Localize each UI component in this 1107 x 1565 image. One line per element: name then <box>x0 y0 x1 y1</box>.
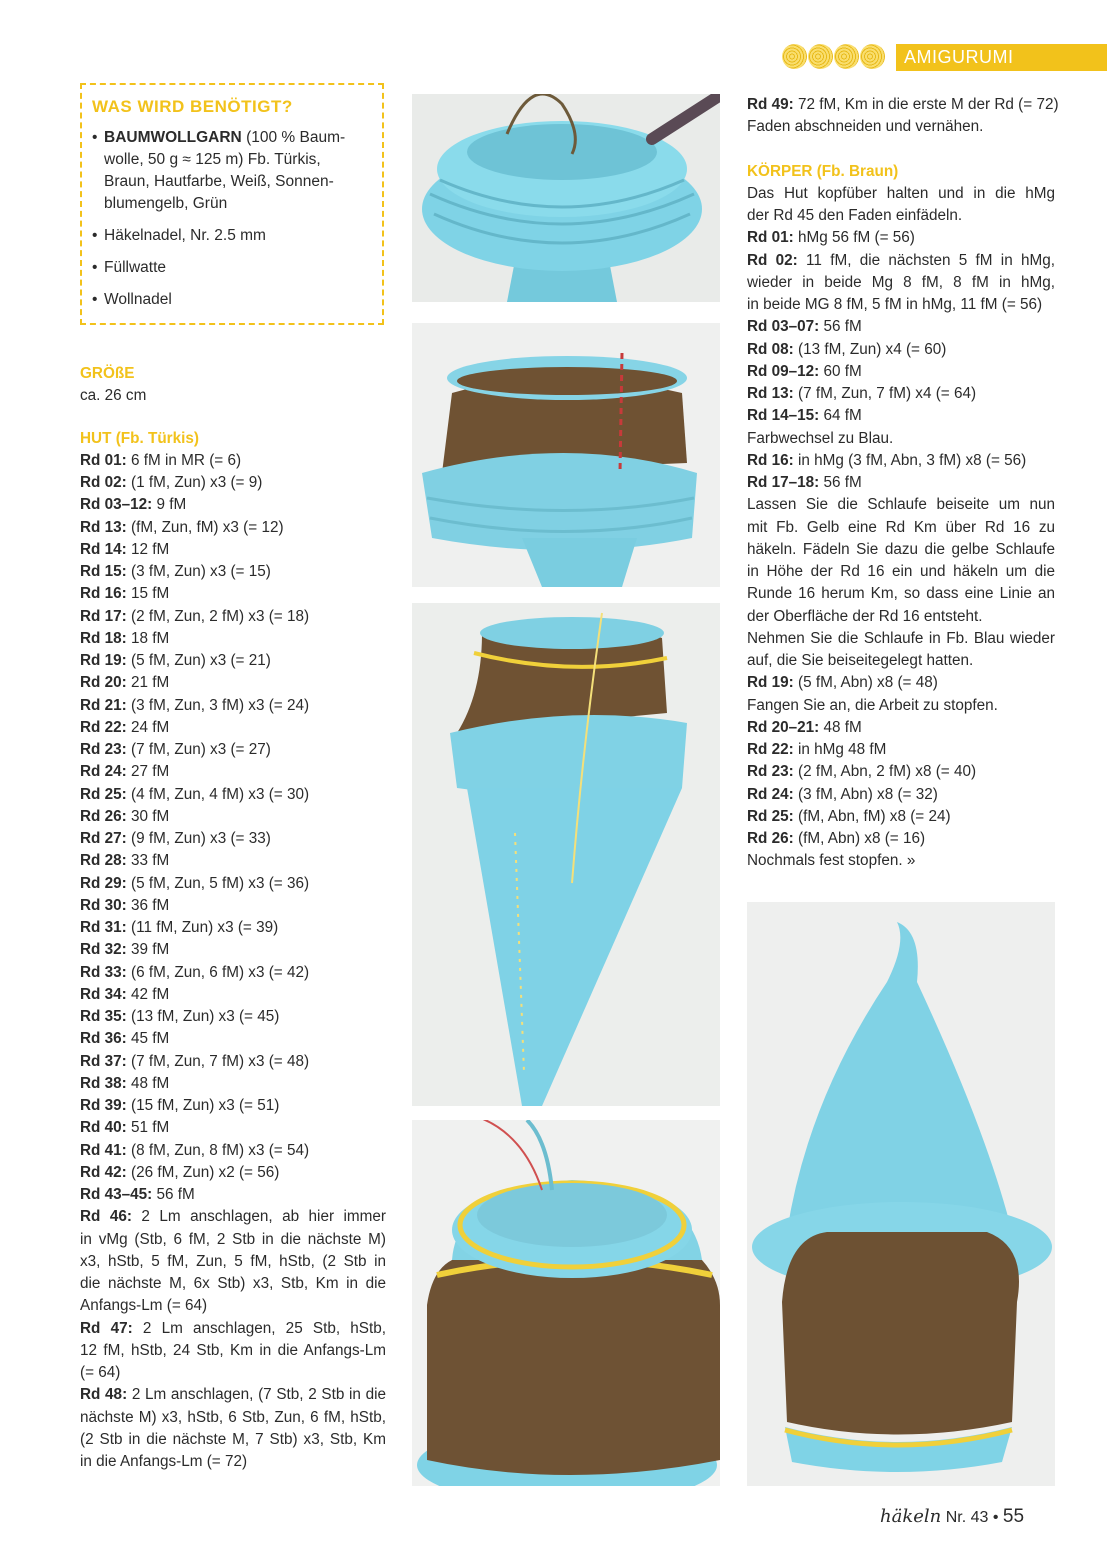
yarn-ball-icons <box>782 44 888 70</box>
round-row <box>80 850 386 872</box>
round-label: Rd 21: <box>80 696 127 714</box>
round-row <box>747 361 1055 383</box>
round-instruction: 15 fM <box>126 585 170 603</box>
body-title: KÖRPER (Fb. Braun) <box>747 162 899 180</box>
photo-hat-with-body <box>412 603 720 1106</box>
round-instruction: 18 fM <box>126 629 170 647</box>
round-row <box>80 1073 386 1095</box>
round-row <box>80 1095 386 1117</box>
body-rows <box>747 672 1055 694</box>
rd46-line: in vMg (Stb, 6 fM, 2 Stb in die nächste M) <box>80 1230 386 1248</box>
yarn-ball-icon <box>860 44 885 69</box>
body-rows <box>747 227 1055 249</box>
hat-rows <box>80 450 386 1207</box>
loop-text: mit Fb. Gelb eine Rd Km über Rd 16 zu <box>747 518 1055 536</box>
round-row <box>747 450 1055 472</box>
body-intro: Das Hut kopfüber halten und in die hMg <box>747 184 1055 202</box>
round-label: Rd 02: <box>80 474 127 491</box>
round-label: Rd 26: <box>747 830 794 847</box>
loop-text: Lassen Sie die Schlaufe beiseite um nun <box>747 496 1055 514</box>
round-row <box>80 650 386 672</box>
round-row <box>80 828 386 850</box>
rd46-line: Anfangs-Lm (= 64) <box>80 1297 208 1315</box>
body-rows <box>747 450 1055 495</box>
round-label: Rd 24: <box>747 785 794 803</box>
body-intro: der Rd 45 den Faden einfädeln. <box>747 207 963 224</box>
round-row <box>80 873 386 895</box>
left-column <box>80 363 386 1473</box>
round-label: Rd 41: <box>80 1141 127 1159</box>
rd47-line: (= 64) <box>80 1364 121 1381</box>
round-row <box>747 472 1055 494</box>
rd47-line: 12 fM, hStb, 24 Stb, Km in die Anfangs-Lm <box>80 1341 386 1359</box>
round-instruction: 30 fM <box>126 807 170 825</box>
photo-hat-brim <box>412 94 720 302</box>
round-label: Rd 39: <box>80 1097 127 1114</box>
materials-title: WAS WIRD BENÖTIGT? <box>92 97 293 116</box>
round-row <box>80 761 386 783</box>
photo-body-start-image <box>412 323 720 587</box>
round-instruction: 36 fM <box>126 896 170 914</box>
round-instruction: (5 fM, Zun) x3 (= 21) <box>126 652 271 669</box>
page-footer <box>880 1506 1060 1536</box>
yarn-ball-icon <box>834 44 859 69</box>
loop-text: auf, die Sie beiseitegelegt hatten. <box>747 652 974 669</box>
round-row <box>80 806 386 828</box>
round-instruction: in hMg 48 fM <box>793 741 887 758</box>
yarn-ball-icon <box>782 44 807 69</box>
round-row <box>747 806 1055 828</box>
round-row <box>80 1117 386 1139</box>
round-row <box>80 939 386 961</box>
issue-number: Nr. 43 <box>945 1509 989 1526</box>
rd02-line: Rd 02: 11 fM, die nächsten 5 fM in hMg, <box>747 251 1055 269</box>
round-label: Rd 29: <box>80 874 127 892</box>
round-label: Rd 08: <box>747 340 794 358</box>
round-instruction: (5 fM, Abn) x8 (= 48) <box>793 674 938 692</box>
photo-finished-gnome-image <box>747 902 1055 1486</box>
round-label: Rd 19: <box>80 652 127 669</box>
round-row <box>747 383 1055 405</box>
round-row <box>80 628 386 650</box>
footer-bullet-icon: • <box>992 1509 999 1526</box>
photo-body-start <box>412 323 720 587</box>
round-row <box>80 717 386 739</box>
round-label: Rd 40: <box>80 1119 127 1137</box>
round-row <box>747 739 1055 761</box>
round-instruction: (5 fM, Zun, 5 fM) x3 (= 36) <box>126 874 310 892</box>
round-instruction: 24 fM <box>126 718 170 736</box>
round-row <box>80 895 386 917</box>
round-instruction: in hMg (3 fM, Abn, 3 fM) x8 (= 56) <box>793 451 1027 469</box>
round-label: Rd 20–21: <box>747 718 820 736</box>
round-row <box>80 539 386 561</box>
round-instruction: (3 fM, Zun) x3 (= 15) <box>126 563 271 580</box>
material-item-hook: • Häkelnadel, Nr. 2.5 mm <box>92 225 372 247</box>
size-value: ca. 26 cm <box>80 387 147 405</box>
size-title: GRÖßE <box>80 365 135 382</box>
photo-finished-gnome <box>747 902 1055 1486</box>
material-item-yarn: • BAUMWOLLGARN (100 % Baum- wolle, 50 g ≈ 125 m) Fb. Türkis, Braun, Hautfarbe, Weiß, Sonnen- blumengelb, Grün <box>92 127 372 215</box>
round-row <box>747 761 1055 783</box>
round-instruction: hMg 56 fM (= 56) <box>793 229 915 247</box>
round-label: Rd 20: <box>80 674 127 692</box>
round-row <box>80 606 386 628</box>
round-label: Rd 13: <box>747 385 794 402</box>
section-tag: AMIGURUMI <box>896 44 1107 71</box>
round-label: Rd 01: <box>80 451 127 469</box>
round-label: Rd 34: <box>80 985 127 1003</box>
round-instruction: 56 fM <box>819 474 862 491</box>
materials-box <box>80 83 384 325</box>
round-label: Rd 23: <box>80 741 127 758</box>
round-instruction: 9 fM <box>152 496 187 514</box>
round-label: Rd 19: <box>747 674 794 692</box>
round-instruction: (6 fM, Zun, 6 fM) x3 (= 42) <box>126 963 310 981</box>
round-label: Rd 22: <box>747 741 794 758</box>
round-row <box>80 1184 386 1206</box>
right-column <box>747 94 1059 873</box>
round-label: Rd 16: <box>747 451 794 469</box>
body-rows <box>747 717 1055 851</box>
round-label: Rd 03–07: <box>747 318 820 336</box>
round-instruction: (7 fM, Zun, 7 fM) x4 (= 64) <box>793 385 977 402</box>
round-label: Rd 36: <box>80 1030 127 1048</box>
round-label: Rd 09–12: <box>747 362 820 380</box>
round-instruction: (11 fM, Zun) x3 (= 39) <box>126 919 279 936</box>
round-instruction: 51 fM <box>126 1119 170 1137</box>
rd48-line: in die Anfangs-Lm (= 72) <box>80 1453 248 1470</box>
round-instruction: (26 fM, Zun) x2 (= 56) <box>126 1163 280 1181</box>
round-label: Rd 03–12: <box>80 496 153 514</box>
rd47-line: Rd 47: 2 Lm anschlagen, 25 Stb, hStb, <box>80 1319 386 1337</box>
round-instruction: 64 fM <box>819 407 862 425</box>
loop-text: häkeln. Fädeln Sie dazu die gelbe Schlaufe <box>747 540 1055 558</box>
round-instruction: 45 fM <box>126 1030 170 1048</box>
round-instruction: (3 fM, Abn) x8 (= 32) <box>793 785 938 803</box>
round-instruction: 6 fM in MR (= 6) <box>126 451 242 469</box>
round-row <box>747 784 1055 806</box>
rd49-line2: Faden abschneiden und vernähen. <box>747 118 984 136</box>
round-row <box>80 739 386 761</box>
round-instruction: 12 fM <box>126 540 170 558</box>
final-text: Nochmals fest stopfen. » <box>747 852 916 870</box>
round-row <box>747 227 1055 249</box>
magazine-brand: häkeln <box>880 1506 942 1527</box>
round-row <box>80 1140 386 1162</box>
round-instruction: (8 fM, Zun, 8 fM) x3 (= 54) <box>126 1141 310 1159</box>
round-instruction: 48 fM <box>819 718 862 736</box>
round-row <box>747 672 1055 694</box>
loop-text: in Höhe der Rd 16 ein und häkeln um die <box>747 563 1055 580</box>
round-label: Rd 16: <box>80 585 127 603</box>
round-instruction: (2 fM, Zun, 2 fM) x3 (= 18) <box>126 607 310 625</box>
round-row <box>747 339 1055 361</box>
photo-hat-brim-image <box>412 94 720 302</box>
round-instruction: (7 fM, Zun, 7 fM) x3 (= 48) <box>126 1052 310 1070</box>
round-instruction: 42 fM <box>126 985 170 1003</box>
round-row <box>80 1006 386 1028</box>
round-label: Rd 35: <box>80 1008 127 1025</box>
rd48-line: (2 Stb in die nächste M, 7 Stb) x3, Stb, Km <box>80 1430 386 1448</box>
hat-title: HUT (Fb. Türkis) <box>80 429 199 447</box>
rd46-line: die nächste M, 6x Stb) x3, Stb, Km in die <box>80 1275 386 1292</box>
loop-text: Nehmen Sie die Schlaufe in Fb. Blau wieder <box>747 629 1055 647</box>
round-instruction: 56 fM <box>152 1186 195 1203</box>
round-instruction: (7 fM, Zun) x3 (= 27) <box>126 741 271 758</box>
round-instruction: 21 fM <box>126 674 170 692</box>
round-label: Rd 13: <box>80 518 127 536</box>
rd46-line: Rd 46: 2 Lm anschlagen, ab hier immer <box>80 1208 387 1226</box>
page-number: 55 <box>1002 1506 1025 1527</box>
round-label: Rd 01: <box>747 229 794 247</box>
round-label: Rd 15: <box>80 563 127 580</box>
round-label: Rd 26: <box>80 807 127 825</box>
round-instruction: (9 fM, Zun) x3 (= 33) <box>126 830 271 847</box>
round-row <box>80 561 386 583</box>
round-instruction: (3 fM, Zun, 3 fM) x3 (= 24) <box>126 696 310 714</box>
round-row <box>80 1051 386 1073</box>
round-row <box>80 917 386 939</box>
round-label: Rd 14–15: <box>747 407 820 425</box>
loop-text: Runde 16 herum Km, so dass eine Linie an <box>747 585 1055 603</box>
body-rows <box>747 316 1055 427</box>
rd48-line: nächste M) x3, hStb, 6 Stb, Zun, 6 fM, hStb, <box>80 1408 386 1426</box>
round-row <box>80 1162 386 1184</box>
round-label: Rd 31: <box>80 919 127 936</box>
round-row <box>80 472 386 494</box>
round-label: Rd 37: <box>80 1052 127 1070</box>
round-label: Rd 28: <box>80 852 127 870</box>
round-label: Rd 42: <box>80 1163 127 1181</box>
rd46-line: x3, hStb, 5 fM, Zun, 5 fM, hStb, (2 Stb in <box>80 1252 386 1270</box>
round-row <box>747 717 1055 739</box>
round-instruction: (fM, Abn) x8 (= 16) <box>793 830 926 847</box>
round-row <box>747 828 1055 850</box>
round-row <box>80 517 386 539</box>
rd02-line: in beide MG 8 fM, 5 fM in hMg, 11 fM (= 56) <box>747 296 1043 313</box>
round-row <box>80 672 386 694</box>
round-label: Rd 33: <box>80 963 127 981</box>
photo-body-stuffed-image <box>412 1120 720 1486</box>
round-instruction: (13 fM, Zun) x4 (= 60) <box>793 340 947 358</box>
round-instruction: (4 fM, Zun, 4 fM) x3 (= 30) <box>126 785 310 803</box>
round-row <box>80 984 386 1006</box>
round-label: Rd 43–45: <box>80 1186 153 1203</box>
round-row <box>80 583 386 605</box>
round-instruction: (fM, Zun, fM) x3 (= 12) <box>126 518 284 536</box>
stuff-text: Fangen Sie an, die Arbeit zu stopfen. <box>747 696 998 714</box>
yarn-ball-icon <box>808 44 833 69</box>
round-label: Rd 25: <box>747 807 794 825</box>
round-instruction: (15 fM, Zun) x3 (= 51) <box>126 1097 280 1114</box>
round-label: Rd 38: <box>80 1074 127 1092</box>
round-label: Rd 22: <box>80 718 127 736</box>
round-label: Rd 23: <box>747 763 794 781</box>
color-change: Farbwechsel zu Blau. <box>747 429 894 447</box>
round-row <box>747 405 1055 427</box>
round-instruction: (2 fM, Abn, 2 fM) x8 (= 40) <box>793 763 977 781</box>
round-label: Rd 14: <box>80 540 127 558</box>
round-instruction: 56 fM <box>819 318 862 336</box>
round-label: Rd 24: <box>80 763 127 781</box>
material-item-needle: • Wollnadel <box>92 289 372 311</box>
rd49-line: Rd 49: 72 fM, Km in die erste M der Rd (= 72) <box>747 96 1059 113</box>
round-instruction: 60 fM <box>819 362 862 380</box>
round-label: Rd 32: <box>80 941 127 959</box>
rd48-line: Rd 48: 2 Lm anschlagen, (7 Stb, 2 Stb in die <box>80 1386 387 1404</box>
round-row <box>80 1028 386 1050</box>
round-row <box>80 450 386 472</box>
round-instruction: 27 fM <box>126 763 170 781</box>
round-row <box>80 695 386 717</box>
round-label: Rd 27: <box>80 830 127 847</box>
round-instruction: (1 fM, Zun) x3 (= 9) <box>126 474 263 491</box>
round-instruction: 33 fM <box>126 852 170 870</box>
round-label: Rd 25: <box>80 785 127 803</box>
round-instruction: (13 fM, Zun) x3 (= 45) <box>126 1008 280 1025</box>
rd02-line: wieder in beide Mg 8 fM, 8 fM in hMg, <box>747 273 1055 291</box>
round-row <box>80 784 386 806</box>
photo-body-stuffed <box>412 1120 720 1486</box>
round-row <box>747 316 1055 338</box>
round-label: Rd 17–18: <box>747 474 820 491</box>
round-row <box>80 962 386 984</box>
photo-hat-with-body-image <box>412 603 720 1106</box>
round-label: Rd 17: <box>80 607 127 625</box>
round-instruction: (fM, Abn, fM) x8 (= 24) <box>793 807 951 825</box>
round-instruction: 39 fM <box>126 941 170 959</box>
round-instruction: 48 fM <box>126 1074 170 1092</box>
material-item-stuffing: • Füllwatte <box>92 257 372 279</box>
round-label: Rd 30: <box>80 896 127 914</box>
round-row <box>80 494 386 516</box>
loop-text: der Oberfläche der Rd 16 entsteht. <box>747 607 983 625</box>
round-label: Rd 18: <box>80 629 127 647</box>
